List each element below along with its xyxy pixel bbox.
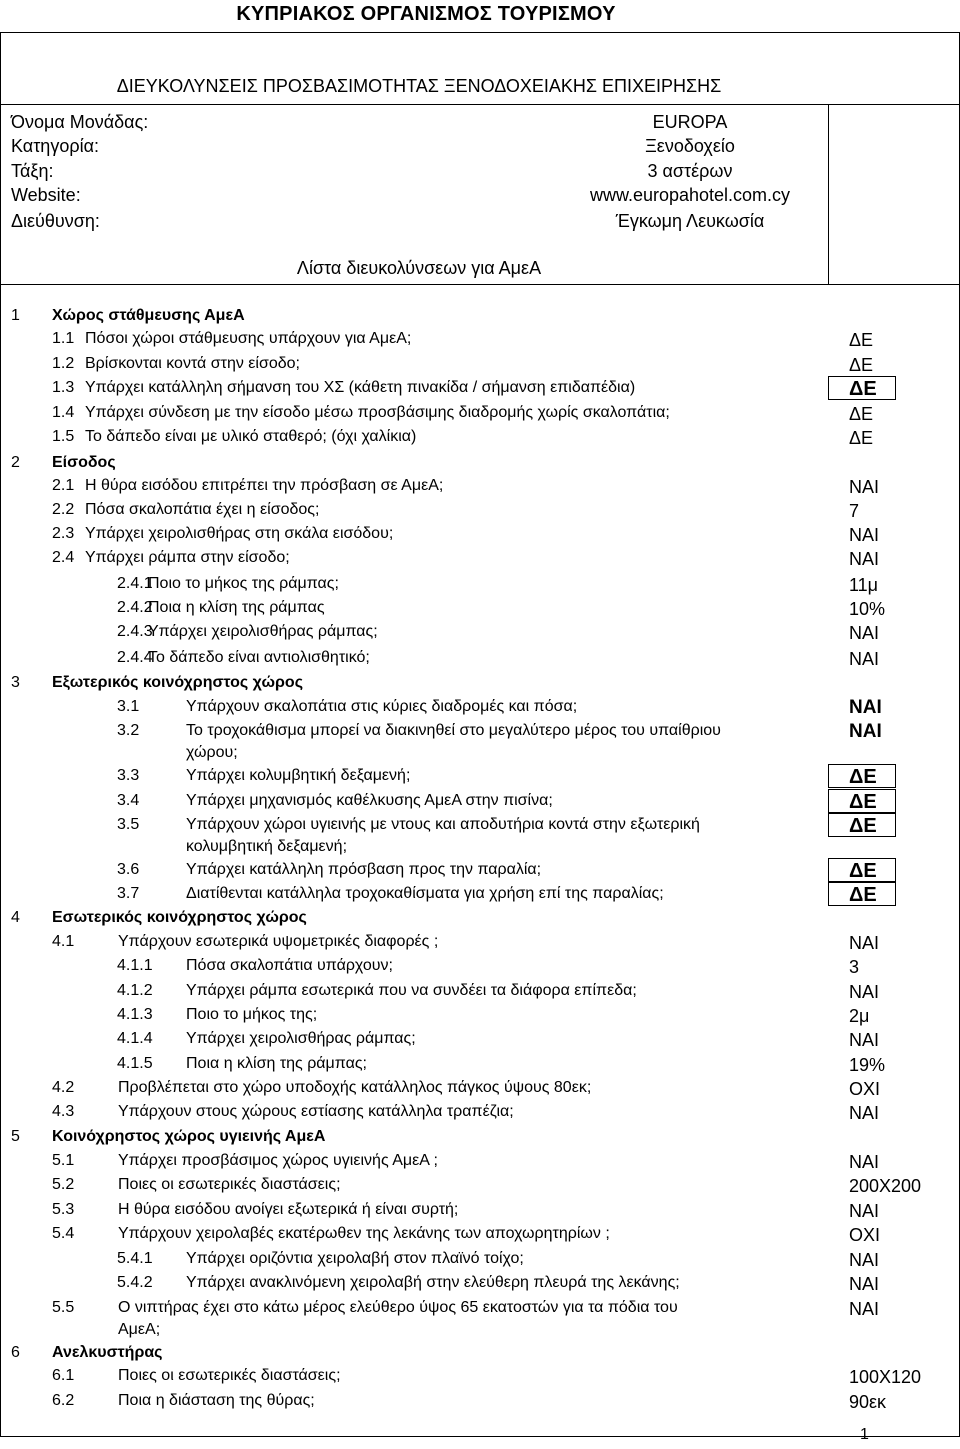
item-number: 3.7 bbox=[117, 885, 140, 902]
list-item bbox=[0, 354, 960, 378]
item-number: 4.1.1 bbox=[117, 957, 153, 974]
item-number: 6.2 bbox=[52, 1392, 75, 1409]
list-item bbox=[0, 815, 960, 855]
item-question: Υπάρχει κατάλληλη σήμανση του ΧΣ (κάθετη πινακίδα / σήμανση επιδαπέδια) bbox=[85, 379, 636, 396]
page-number: 1 bbox=[860, 1426, 869, 1443]
section-title: Κοινόχρηστος χώρος υγιεινής ΑμεΑ bbox=[52, 1128, 326, 1145]
item-number: 2.3 bbox=[52, 525, 75, 542]
section-title: Χώρος στάθμευσης ΑμεΑ bbox=[52, 307, 245, 324]
item-question: Υπάρχει χειρολισθήρας στη σκάλα εισόδου; bbox=[85, 525, 394, 542]
item-question-continued: χώρου; bbox=[186, 744, 238, 761]
item-answer: 2μ bbox=[849, 1006, 870, 1026]
section-number: 4 bbox=[11, 909, 20, 926]
list-item bbox=[0, 766, 960, 790]
item-number: 4.3 bbox=[52, 1103, 75, 1120]
list-item bbox=[0, 378, 960, 402]
item-answer: ΝΑΙ bbox=[849, 982, 880, 1002]
info-label: Κατηγορία: bbox=[11, 136, 99, 156]
list-item bbox=[0, 574, 960, 598]
item-question: Ποιες οι εσωτερικές διαστάσεις; bbox=[118, 1176, 341, 1193]
item-answer: ΝΑΙ bbox=[849, 1250, 880, 1270]
item-number: 2.4.2 bbox=[117, 599, 153, 616]
list-item bbox=[0, 1151, 960, 1175]
item-number: 4.1.4 bbox=[117, 1030, 153, 1047]
item-number: 4.1.5 bbox=[117, 1055, 153, 1072]
item-question-continued: κολυμβητική δεξαμενή; bbox=[186, 838, 348, 855]
item-answer: ΝΑΙ bbox=[849, 1201, 880, 1221]
item-number: 2.4.3 bbox=[117, 623, 153, 640]
item-question: Η θύρα εισόδου επιτρέπει την πρόσβαση σε ΑμεΑ; bbox=[85, 477, 444, 494]
item-answer: ΝΑΙ bbox=[849, 933, 880, 953]
item-number: 4.1.3 bbox=[117, 1006, 153, 1023]
item-number: 1.5 bbox=[52, 428, 75, 445]
item-number: 4.1 bbox=[52, 933, 75, 950]
item-question: Υπάρχει χειρολισθήρας ράμπας; bbox=[186, 1030, 416, 1047]
item-answer: ΝΑΙ bbox=[849, 697, 882, 718]
item-number: 3.5 bbox=[117, 816, 140, 833]
item-number: 3.4 bbox=[117, 792, 140, 809]
item-answer: ΝΑΙ bbox=[849, 623, 880, 643]
info-value: www.europahotel.com.cy bbox=[589, 185, 791, 205]
item-question: Υπάρχει προσβάσιμος χώρος υγιεινής ΑμεΑ ; bbox=[118, 1152, 438, 1169]
section-header bbox=[0, 453, 960, 477]
item-answer: ΟΧΙ bbox=[849, 1225, 881, 1245]
list-item bbox=[0, 697, 960, 721]
item-answer: 200Χ200 bbox=[849, 1176, 922, 1196]
item-question: Πόσα σκαλοπάτια υπάρχουν; bbox=[186, 957, 393, 974]
item-number: 2.1 bbox=[52, 477, 75, 494]
item-answer: ΔΕ bbox=[849, 378, 877, 400]
item-number: 6.1 bbox=[52, 1367, 75, 1384]
item-question: Υπάρχουν στους χώρους εστίασης κατάλληλα τραπέζια; bbox=[118, 1103, 514, 1120]
info-value: Έγκωμη Λευκωσία bbox=[615, 211, 765, 231]
item-answer: ΔΕ bbox=[849, 815, 877, 837]
item-question: Υπάρχει ράμπα εσωτερικά που να συνδέει τα διάφορα επίπεδα; bbox=[186, 982, 637, 999]
item-answer: ΝΑΙ bbox=[849, 1103, 880, 1123]
item-answer: 7 bbox=[849, 501, 860, 521]
item-question: Υπάρχουν χώροι υγιεινής με ντους και αποδυτήρια κοντά στην εξωτερική bbox=[186, 816, 700, 833]
document-subtitle: ΔΙΕΥΚΟΛΥΝΣΕΙΣ ΠΡΟΣΒΑΣΙΜΟΤΗΤΑΣ ΞΕΝΟΔΟΧΕΙΑΚΗΣ ΕΠΙΧΕΙΡΗΣΗΣ bbox=[116, 76, 722, 96]
list-item bbox=[0, 721, 960, 761]
list-item bbox=[0, 548, 960, 572]
item-question: Υπάρχει ράμπα στην είσοδο; bbox=[85, 549, 290, 566]
item-answer: ΝΑΙ bbox=[849, 477, 880, 497]
item-number: 2.4.4 bbox=[117, 649, 153, 666]
list-item bbox=[0, 1298, 960, 1338]
item-number: 5.2 bbox=[52, 1176, 75, 1193]
item-number: 2.4.1 bbox=[117, 575, 153, 592]
item-question: Ποια η κλίση της ράμπας; bbox=[186, 1055, 367, 1072]
section-title: Εξωτερικός κοινόχρηστος χώρος bbox=[52, 674, 304, 691]
list-item bbox=[0, 884, 960, 908]
item-answer: ΝΑΙ bbox=[849, 525, 880, 545]
item-answer: ΝΑΙ bbox=[849, 1152, 880, 1172]
list-item bbox=[0, 1249, 960, 1273]
list-item bbox=[0, 1102, 960, 1126]
item-answer: ΝΑΙ bbox=[849, 1030, 880, 1050]
item-question: Υπάρχει σύνδεση με την είσοδο μέσω προσβάσιμης διαδρομής χωρίς σκαλοπάτια; bbox=[85, 404, 670, 421]
item-question: Υπάρχει κολυμβητική δεξαμενή; bbox=[186, 767, 411, 784]
info-value: 3 αστέρων bbox=[647, 161, 733, 181]
item-number: 1.2 bbox=[52, 355, 75, 372]
item-answer: ΔΕ bbox=[849, 404, 874, 424]
item-answer: ΔΕ bbox=[849, 766, 877, 788]
item-number: 5.4.1 bbox=[117, 1250, 153, 1267]
section-header bbox=[0, 306, 960, 330]
info-label: Όνομα Μονάδας: bbox=[11, 112, 149, 132]
section-number: 3 bbox=[11, 674, 20, 691]
item-answer: ΝΑΙ bbox=[849, 1274, 880, 1294]
item-number: 3.2 bbox=[117, 722, 140, 739]
item-question: Βρίσκονται κοντά στην είσοδο; bbox=[85, 355, 300, 372]
item-question: Υπάρχει οριζόντια χειρολαβή στον πλαϊνό τοίχο; bbox=[186, 1250, 524, 1267]
item-number: 1.4 bbox=[52, 404, 75, 421]
list-item bbox=[0, 476, 960, 500]
list-item bbox=[0, 932, 960, 956]
item-answer: ΝΑΙ bbox=[849, 549, 880, 569]
section-title: Είσοδος bbox=[52, 454, 116, 471]
item-question: Υπάρχει μηχανισμός καθέλκυσης ΑμεΑ στην πισίνα; bbox=[186, 792, 553, 809]
info-value: EUROPA bbox=[652, 112, 728, 132]
item-number: 1.3 bbox=[52, 379, 75, 396]
item-number: 3.3 bbox=[117, 767, 140, 784]
item-question: Διατίθενται κατάλληλα τροχοκαθίσματα για χρήση επί της παραλίας; bbox=[186, 885, 664, 902]
item-question: Υπάρχουν εσωτερικά υψομετρικές διαφορές ; bbox=[118, 933, 439, 950]
frame-bottom-line bbox=[0, 1436, 960, 1437]
item-answer: ΟΧΙ bbox=[849, 1079, 881, 1099]
list-item bbox=[0, 1078, 960, 1102]
item-question-continued: ΑμεΑ; bbox=[118, 1321, 161, 1338]
item-answer: ΔΕ bbox=[849, 791, 877, 813]
item-number: 5.3 bbox=[52, 1201, 75, 1218]
section-number: 1 bbox=[11, 307, 20, 324]
item-question: Η θύρα εισόδου ανοίγει εξωτερικά ή είναι συρτή; bbox=[118, 1201, 459, 1218]
section-title: Ανελκυστήρας bbox=[52, 1344, 163, 1361]
item-question: Ποιες οι εσωτερικές διαστάσεις; bbox=[118, 1367, 341, 1384]
frame-sub-line bbox=[0, 104, 960, 105]
item-number: 2.4 bbox=[52, 549, 75, 566]
item-question: Ο νιπτήρας έχει στο κάτω μέρος ελεύθερο ύψος 65 εκατοστών για τα πόδια του bbox=[118, 1299, 678, 1316]
list-title: Λίστα διευκολύνσεων για ΑμεΑ bbox=[296, 258, 542, 278]
list-item bbox=[0, 329, 960, 353]
item-question: Το τροχοκάθισμα μπορεί να διακινηθεί στο μεγαλύτερο μέρος του υπαίθριου bbox=[186, 722, 721, 739]
item-question: Προβλέπεται στο χώρο υποδοχής κατάλληλος πάγκος ύψους 80εκ; bbox=[118, 1079, 592, 1096]
info-label: Διεύθυνση: bbox=[11, 211, 100, 231]
list-item bbox=[0, 1366, 960, 1390]
item-number: 5.4 bbox=[52, 1225, 75, 1242]
item-question: Ποιο το μήκος της ράμπας; bbox=[148, 575, 339, 592]
list-item bbox=[0, 981, 960, 1005]
item-question: Το δάπεδο είναι αντιολισθητικό; bbox=[148, 649, 370, 666]
list-item bbox=[0, 956, 960, 980]
list-item bbox=[0, 1224, 960, 1248]
item-question: Ποια η κλίση της ράμπας bbox=[148, 599, 325, 616]
item-answer: ΝΑΙ bbox=[849, 649, 880, 669]
item-question: Ποιο το μήκος της; bbox=[186, 1006, 318, 1023]
item-number: 5.5 bbox=[52, 1299, 75, 1316]
list-item bbox=[0, 791, 960, 815]
item-number: 5.1 bbox=[52, 1152, 75, 1169]
item-answer: 19% bbox=[849, 1055, 886, 1075]
page-title: ΚΥΠΡΙΑΚΟΣ ΟΡΓΑΝΙΣΜΟΣ ΤΟΥΡΙΣΜΟΥ bbox=[236, 3, 616, 25]
item-answer: ΝΑΙ bbox=[849, 721, 882, 742]
list-item bbox=[0, 427, 960, 451]
section-number: 2 bbox=[11, 454, 20, 471]
item-answer: ΝΑΙ bbox=[849, 1299, 880, 1319]
section-header bbox=[0, 673, 960, 697]
item-number: 3.1 bbox=[117, 698, 140, 715]
item-answer: 11μ bbox=[849, 575, 879, 595]
item-answer: ΔΕ bbox=[849, 884, 877, 906]
item-number: 4.1.2 bbox=[117, 982, 153, 999]
list-item bbox=[0, 860, 960, 884]
info-label: Τάξη: bbox=[11, 161, 54, 181]
item-number: 5.4.2 bbox=[117, 1274, 153, 1291]
list-item bbox=[0, 1029, 960, 1053]
item-answer: 3 bbox=[849, 957, 860, 977]
list-item bbox=[0, 1054, 960, 1078]
item-answer: ΔΕ bbox=[849, 355, 874, 375]
item-answer: ΔΕ bbox=[849, 330, 874, 350]
item-question: Υπάρχει ανακλινόμενη χειρολαβή στην ελεύθερη πλευρά της λεκάνης; bbox=[186, 1274, 680, 1291]
frame-top-line bbox=[0, 32, 960, 33]
list-item bbox=[0, 1273, 960, 1297]
item-number: 4.2 bbox=[52, 1079, 75, 1096]
item-question: Υπάρχουν σκαλοπάτια στις κύριες διαδρομές και πόσα; bbox=[186, 698, 578, 715]
item-answer: 10% bbox=[849, 599, 886, 619]
item-question: Πόσα σκαλοπάτια έχει η είσοδος; bbox=[85, 501, 320, 518]
list-item bbox=[0, 500, 960, 524]
item-answer: 90εκ bbox=[849, 1392, 887, 1412]
list-item bbox=[0, 622, 960, 646]
list-item bbox=[0, 1200, 960, 1224]
section-header bbox=[0, 1127, 960, 1151]
section-header bbox=[0, 908, 960, 932]
section-header bbox=[0, 1343, 960, 1367]
item-question: Υπάρχει χειρολισθήρας ράμπας; bbox=[148, 623, 378, 640]
item-answer: ΔΕ bbox=[849, 428, 874, 448]
list-item bbox=[0, 1005, 960, 1029]
section-title: Εσωτερικός κοινόχρηστος χώρος bbox=[52, 909, 307, 926]
item-question: Το δάπεδο είναι με υλικό σταθερό; (όχι χαλίκια) bbox=[85, 428, 417, 445]
frame-list-line bbox=[0, 284, 960, 285]
list-item bbox=[0, 1175, 960, 1199]
list-item bbox=[0, 524, 960, 548]
item-question: Ποια η διάσταση της θύρας; bbox=[118, 1392, 315, 1409]
item-answer: 100Χ120 bbox=[849, 1367, 922, 1387]
info-value: Ξενοδοχείο bbox=[645, 136, 735, 156]
list-item bbox=[0, 648, 960, 672]
info-label: Website: bbox=[11, 185, 81, 205]
item-question: Υπάρχει κατάλληλη πρόσβαση προς την παραλία; bbox=[186, 861, 542, 878]
item-number: 1.1 bbox=[52, 330, 75, 347]
section-number: 6 bbox=[11, 1344, 20, 1361]
item-number: 2.2 bbox=[52, 501, 75, 518]
section-number: 5 bbox=[11, 1128, 20, 1145]
item-answer: ΔΕ bbox=[849, 860, 877, 882]
list-item bbox=[0, 598, 960, 622]
list-item bbox=[0, 403, 960, 427]
list-item bbox=[0, 1391, 960, 1415]
item-question: Πόσοι χώροι στάθμευσης υπάρχουν για ΑμεΑ; bbox=[85, 330, 412, 347]
item-number: 3.6 bbox=[117, 861, 140, 878]
item-question: Υπάρχουν χειρολαβές εκατέρωθεν της λεκάνης των αποχωρητηρίων ; bbox=[118, 1225, 610, 1242]
